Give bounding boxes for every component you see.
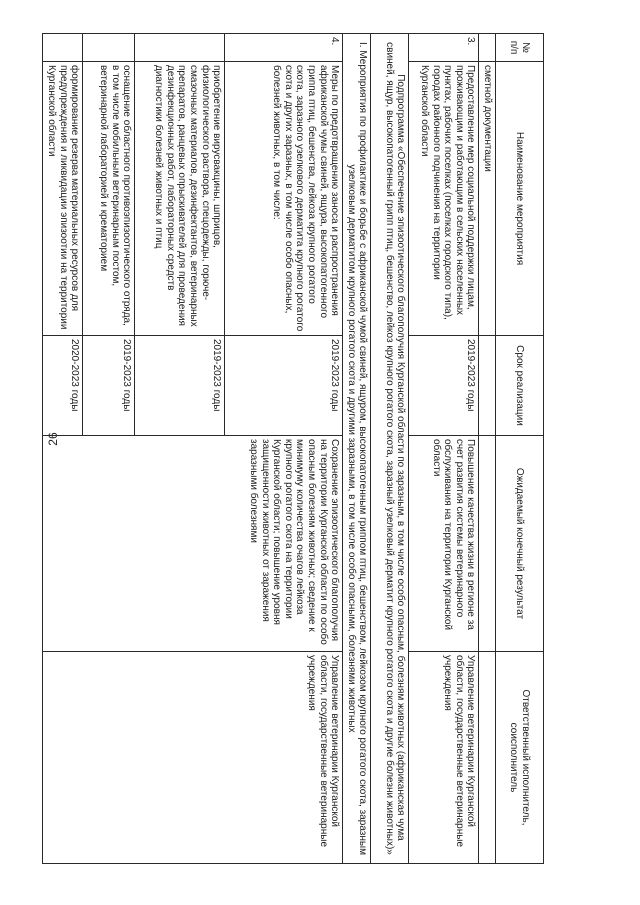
cell-result: [479, 436, 496, 652]
header-name: Наименование мероприятия: [496, 62, 544, 336]
cell-executor: Управление ветеринарии Курганской области, государственные ветеринарные учреждения: [409, 652, 479, 864]
table-header-row: [496, 34, 544, 864]
cell-num: [83, 34, 135, 62]
cell-name: приобретение вирусвакцины, шприцов, физиологического раствора, спецодежды, горюче-смазочных материалов, дезинфектантов, ветеринарных препаратов, ранцевых опрыскивателей для проведения дезинфекционных работ, лабораторных средств диагностики болезней животных и птиц: [135, 62, 225, 336]
cell-result: Повышение качества жизни в регионе за счет развития системы ветеринарного обслуживания на территории Курганской области: [409, 436, 479, 652]
header-executor: Ответственный исполнитель, соисполнитель: [496, 652, 544, 864]
cell-num: 3.: [409, 34, 479, 62]
subprogram-title: Подпрограмма «Обеспечение эпизоотического благополучия Курганской области по заразным, в том числе особо опасным, болезням животных (африканская чума свиней, ящур, высокопатогенный грипп птиц, бешенство, лейкоз крупного рогатого скота, заразный узелковый дерматит крупного рогатого скота и другие болезни животных)»: [371, 34, 409, 864]
cell-name: Меры по предотвращению заноса и распространения африканской чумы свиней, ящура, высокопатогенного гриппа птиц, бешенства, лейкоза крупного рогатого скота, заразного узелкового дерматита крупного рогатого скота и других заразных, в том числе особо опасных, болезней животных, в том числе:: [225, 62, 343, 336]
cell-num: [135, 34, 225, 62]
cell-term: 2020-2023 годы: [43, 336, 83, 436]
cell-num: [479, 34, 496, 62]
cell-term: 2019-2023 годы: [409, 336, 479, 436]
cell-num: [43, 34, 83, 62]
cell-num: 4.: [225, 34, 343, 62]
cell-term: 2019-2023 годы: [225, 336, 343, 436]
table-row: [225, 34, 343, 864]
cell-name: сметной документации: [479, 62, 496, 336]
section-title: I. Мероприятия по профилактике и борьбе с африканской чумой свиней, ящуром, высокопатогенным гриппом птиц, бешенством, лейкозом крупного рогатого скота, заразным узелковым дерматитом крупного рогатого скота и другими заразными, в том числе особо опасными, болезнями животных: [343, 34, 371, 864]
header-num: № п/п: [496, 34, 544, 62]
cell-executor: Управление ветеринарии Курганской области, государственные ветеринарные учреждения: [43, 652, 343, 864]
cell-executor: [479, 652, 496, 864]
cell-term: [479, 336, 496, 436]
cell-name: оснащение областного противоэпизоотического отряда, в том числе мобильным ветеринарным постом, ветеринарной лабораторией и крематорием: [83, 62, 135, 336]
table-row: [479, 34, 496, 864]
page-number: 26: [46, 432, 60, 446]
cell-name: формирование резерва материальных ресурсов для предупреждения и ликвидации эпизоотии на территории Курганской области: [43, 62, 83, 336]
table-row: [409, 34, 479, 864]
measures-table: [42, 33, 544, 864]
header-result: Ожидаемый конечный результат: [496, 436, 544, 652]
cell-name: Предоставление мер социальной поддержки лицам, проживающим и работающим в сельских населенных пунктах, рабочих поселках (поселках городского типа), городах районного подчинения на территории Курганской области: [409, 62, 479, 336]
subprogram-row: [371, 34, 409, 864]
cell-term: 2019-2023 годы: [83, 336, 135, 436]
section-row: [343, 34, 371, 864]
cell-result: Сохранение эпизоотического благополучия на территории Курганской области по особо опасным болезням животных; сведение к минимуму количества очагов лейкоза крупного рогатого скота на территории Курганской области; повышение уровня защищенности животных от заражения заразными болезнями: [43, 436, 343, 652]
cell-term: 2019-2023 годы: [135, 336, 225, 436]
header-term: Срок реализации: [496, 336, 544, 436]
